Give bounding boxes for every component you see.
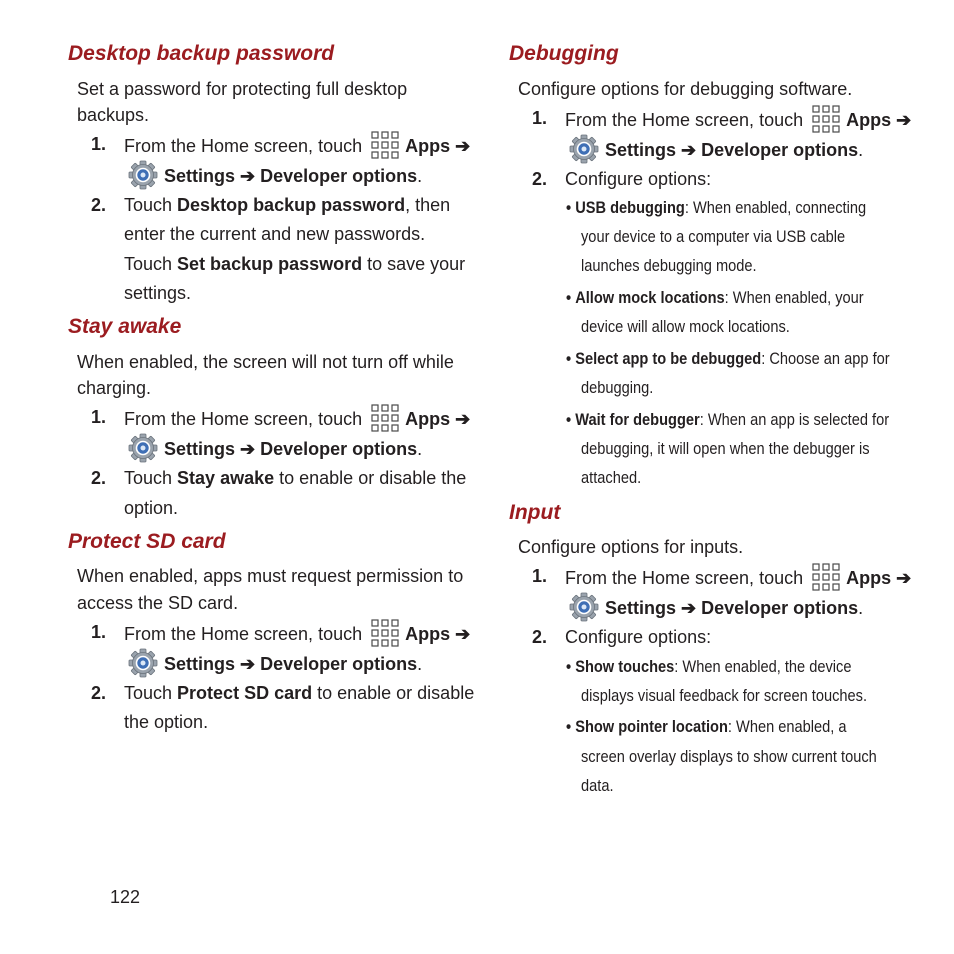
step-text-from-home: From the Home screen, touch — [565, 109, 804, 130]
section-desc-line: access the SD card. — [77, 593, 239, 613]
step-number: 2. — [532, 627, 548, 647]
step-number: 2. — [91, 683, 107, 703]
step-text: enter the current and new passwords. — [124, 224, 426, 244]
bullet-dot: • — [566, 288, 572, 307]
period: . — [858, 597, 864, 618]
settings-path-label: Settings ➔ Developer options — [164, 653, 418, 674]
apps-label: Apps ➔ — [405, 408, 471, 429]
period: . — [858, 139, 864, 160]
text-run: Touch — [124, 683, 178, 703]
text-run: : Choose an app for — [761, 349, 890, 368]
section-desc-line: When enabled, apps must request permission to — [77, 566, 464, 586]
bold-run: Select app to be debugged — [575, 349, 762, 368]
step-text — [565, 565, 911, 593]
step-number: 1. — [532, 108, 548, 128]
settings-path-label: Settings ➔ Developer options — [164, 165, 418, 186]
apps-label: Apps ➔ — [405, 135, 471, 156]
apps-grid-icon — [371, 131, 399, 159]
step-path — [569, 136, 863, 166]
bullet-line: displays visual feedback for screen touches. — [581, 686, 868, 705]
step-text: option. — [124, 498, 179, 518]
step-text — [124, 621, 470, 649]
step-text: the option. — [124, 712, 209, 732]
text-run: , then — [405, 195, 451, 215]
text-run: : When enabled, connecting — [684, 198, 867, 217]
step-number: 2. — [91, 468, 107, 488]
step-path — [128, 162, 422, 192]
apps-grid-icon — [371, 619, 399, 647]
step-number: 1. — [532, 566, 548, 586]
bold-run: Wait for debugger — [575, 410, 700, 429]
step-path — [128, 435, 422, 465]
section-title-desktop-backup: Desktop backup password — [68, 42, 335, 65]
apps-label: Apps ➔ — [405, 623, 471, 644]
bullet-item — [566, 287, 864, 309]
text-run: : When enabled, a — [727, 717, 847, 736]
bold-run: Set backup password — [177, 254, 363, 274]
period: . — [417, 653, 423, 674]
bold-run: Show touches — [575, 657, 675, 676]
bullet-line: debugging. — [581, 378, 654, 397]
section-desc-line: Configure options for inputs. — [518, 537, 744, 557]
section-desc-line: Configure options for debugging software. — [518, 79, 853, 99]
section-title-debugging: Debugging — [509, 42, 619, 65]
step-text — [124, 194, 450, 216]
period: . — [417, 438, 423, 459]
bold-run: Stay awake — [177, 468, 275, 488]
bullet-line: debugging, it will open when the debugger is — [581, 439, 870, 458]
bullet-dot: • — [566, 198, 572, 217]
step-text — [124, 467, 466, 489]
step-number: 2. — [91, 195, 107, 215]
settings-path-label: Settings ➔ Developer options — [605, 597, 859, 618]
step-text: Configure options: — [565, 169, 712, 189]
step-number: 2. — [532, 169, 548, 189]
section-desc-line: When enabled, the screen will not turn off while — [77, 352, 454, 372]
step-text: settings. — [124, 283, 192, 303]
step-text — [124, 682, 474, 704]
text-run: to enable or disable the — [274, 468, 467, 488]
section-desc-line: Set a password for protecting full desktop — [77, 79, 408, 99]
bullet-line: your device to a computer via USB cable — [581, 227, 846, 246]
bullet-item — [566, 656, 851, 678]
apps-label: Apps ➔ — [846, 109, 912, 130]
bold-run: Allow mock locations — [575, 288, 725, 307]
bullet-line: data. — [581, 776, 614, 795]
text-run: Touch — [124, 195, 178, 215]
step-text-from-home: From the Home screen, touch — [124, 408, 363, 429]
bold-run: Desktop backup password — [177, 195, 406, 215]
section-title-stay-awake: Stay awake — [68, 315, 182, 338]
step-text — [124, 406, 470, 434]
bullet-item — [566, 197, 866, 219]
bold-run: Show pointer location — [575, 717, 728, 736]
bullet-dot: • — [566, 717, 572, 736]
settings-path-label: Settings ➔ Developer options — [605, 139, 859, 160]
step-text — [124, 133, 470, 161]
step-text: Configure options: — [565, 627, 712, 647]
step-number: 1. — [91, 407, 107, 427]
bullet-item — [566, 409, 889, 431]
step-text-from-home: From the Home screen, touch — [124, 623, 363, 644]
step-number: 1. — [91, 622, 107, 642]
section-title-protect-sd: Protect SD card — [68, 530, 226, 553]
settings-gear-icon — [128, 160, 158, 190]
text-run: : When an app is selected for — [699, 410, 890, 429]
period: . — [417, 165, 423, 186]
text-run: Touch — [124, 254, 178, 274]
step-text — [565, 107, 911, 135]
bullet-line: screen overlay displays to show current touch — [581, 747, 877, 766]
apps-grid-icon — [812, 105, 840, 133]
text-run: : When enabled, the device — [674, 657, 852, 676]
settings-gear-icon — [128, 433, 158, 463]
bullet-item — [566, 348, 890, 370]
text-run: : When enabled, your — [724, 288, 864, 307]
text-run: to save your — [362, 254, 466, 274]
step-text — [124, 253, 465, 275]
text-run: to enable or disable — [312, 683, 475, 703]
page-number: 122 — [110, 887, 141, 907]
bullet-line: device will allow mock locations. — [581, 317, 790, 336]
bold-run: USB debugging — [575, 198, 685, 217]
section-desc-line: charging. — [77, 378, 152, 398]
step-number: 1. — [91, 134, 107, 154]
step-path — [569, 594, 863, 624]
step-text-from-home: From the Home screen, touch — [565, 567, 804, 588]
bullet-dot: • — [566, 410, 572, 429]
bullet-line: attached. — [581, 468, 642, 487]
bold-run: Protect SD card — [177, 683, 313, 703]
step-path — [128, 650, 422, 680]
apps-grid-icon — [812, 563, 840, 591]
bullet-line: launches debugging mode. — [581, 256, 757, 275]
section-title-input: Input — [509, 501, 561, 524]
settings-path-label: Settings ➔ Developer options — [164, 438, 418, 459]
settings-gear-icon — [569, 134, 599, 164]
bullet-dot: • — [566, 657, 572, 676]
section-desc-line: backups. — [77, 105, 150, 125]
step-text-from-home: From the Home screen, touch — [124, 135, 363, 156]
settings-gear-icon — [128, 648, 158, 678]
apps-grid-icon — [371, 404, 399, 432]
bullet-dot: • — [566, 349, 572, 368]
settings-gear-icon — [569, 592, 599, 622]
apps-label: Apps ➔ — [846, 567, 912, 588]
text-run: Touch — [124, 468, 178, 488]
bullet-item — [566, 716, 847, 738]
